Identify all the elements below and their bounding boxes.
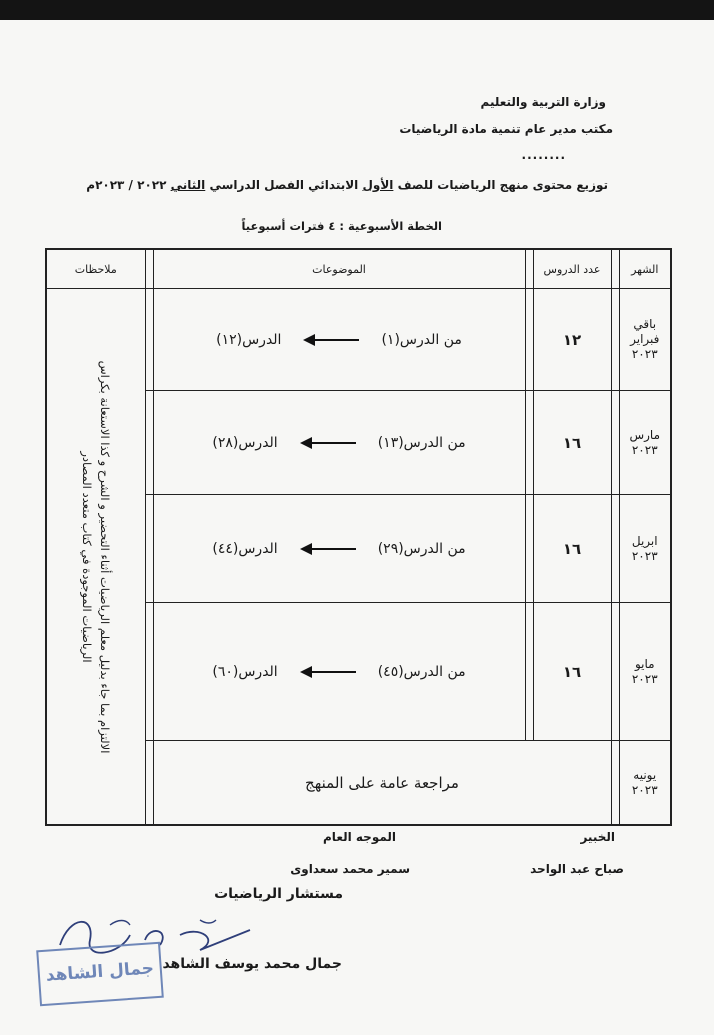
to-lesson: الدرس(٢٨) — [212, 434, 278, 451]
month-cell: ابريل ٢٠٢٣ — [619, 495, 671, 603]
from-lesson: من الدرس(٢٩) — [377, 540, 466, 557]
official-stamp: جمال الشاهد — [36, 942, 164, 1007]
document-title — [86, 178, 608, 192]
from-lesson: من الدرس(١٣) — [377, 434, 466, 451]
topic-cell — [153, 289, 525, 391]
title-part1: توزيع محتوى منهج الرياضيات للصف — [397, 178, 608, 192]
consultant-name: جمال محمد يوسف الشاهد — [162, 956, 342, 972]
header-lessons-count: عدد الدروس — [533, 249, 611, 289]
table-row — [46, 289, 671, 391]
topic-cell — [153, 495, 525, 603]
title-part2: الابتدائي الفصل الدراسي — [209, 178, 359, 192]
weekly-plan: الخطة الأسبوعية : ٤ فترات أسبوعياً — [241, 219, 442, 233]
topic-cell — [153, 391, 525, 495]
to-lesson: الدرس(٤٤) — [212, 540, 278, 557]
expert-label: الخبير — [580, 830, 615, 844]
supervisor-name: سمير محمد سعداوى — [290, 862, 410, 876]
title-grade: الأول — [362, 178, 394, 192]
to-lesson: الدرس(١٢) — [216, 331, 282, 348]
month-cell: يونيه ٢٠٢٣ — [619, 741, 671, 825]
title-term: الثاني — [170, 178, 206, 192]
office-name: مكتب مدير عام تنمية مادة الرياضيات — [399, 122, 613, 136]
arrow-left-icon — [300, 436, 356, 450]
lesson-count: ١٦ — [533, 391, 611, 495]
header-topics: الموضوعات — [153, 249, 525, 289]
lesson-count: ١٦ — [533, 495, 611, 603]
table-header-row — [46, 249, 671, 289]
expert-name: صباح عبد الواحد — [530, 862, 624, 876]
lesson-count: ١٦ — [533, 603, 611, 741]
notes-cell — [46, 289, 145, 825]
topic-cell — [153, 603, 525, 741]
notes-text: الالتزام بما جاء بدليل معلم الرياضيات أثناء التحضير و الشرح و كذا الاستعانة بكراس الرياضيات الموجودة في كتاب متعدد المصادر — [79, 360, 112, 753]
header-notes: ملاحظات — [46, 249, 145, 289]
ministry-name: وزارة التربية والتعليم — [480, 95, 606, 109]
general-review: مراجعة عامة على المنهج — [153, 741, 611, 825]
supervisor-label: الموجه العام — [323, 830, 396, 844]
month-cell: مارس ٢٠٢٣ — [619, 391, 671, 495]
to-lesson: الدرس(٦٠) — [212, 663, 278, 680]
curriculum-table — [45, 248, 672, 826]
month-cell: باقي فبراير ٢٠٢٣ — [619, 289, 671, 391]
arrow-left-icon — [300, 665, 356, 679]
arrow-left-icon — [303, 333, 359, 347]
month-cell: مايو ٢٠٢٣ — [619, 603, 671, 741]
consultant-label: مستشار الرياضيات — [214, 886, 343, 902]
separator-dots: ........ — [521, 148, 566, 162]
header-month: الشهر — [619, 249, 671, 289]
title-year: ٢٠٢٢ / ٢٠٢٣م — [86, 178, 167, 192]
from-lesson: من الدرس(٤٥) — [377, 663, 466, 680]
lesson-count: ١٢ — [533, 289, 611, 391]
arrow-left-icon — [300, 542, 356, 556]
top-dark-bar — [0, 0, 714, 20]
from-lesson: من الدرس(١) — [381, 331, 462, 348]
